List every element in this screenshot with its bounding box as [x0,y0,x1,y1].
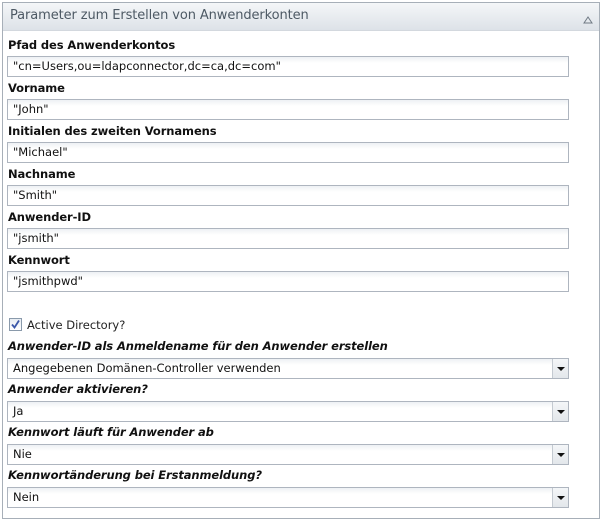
label-user-id-as-login: Anwender-ID als Anmeldename für den Anwender erstellen [8,339,388,353]
label-middle-initials: Initialen des zweiten Vornamens [8,124,217,138]
label-last-name: Nachname [8,167,76,181]
label-user-account-path: Pfad des Anwenderkontos [8,38,176,52]
first-name-input[interactable]: "John" [7,99,569,120]
panel-header[interactable] [3,3,599,31]
chevron-down-icon [557,496,565,500]
dropdown-button[interactable] [552,488,568,507]
chevron-down-icon [557,453,565,457]
collapse-triangle-up-icon[interactable] [583,10,593,20]
chevron-down-icon [557,367,565,371]
password-input[interactable]: "jsmithpwd" [7,271,569,292]
user-id-as-login-select[interactable] [7,358,569,379]
select-value: Nie [13,447,32,461]
label-change-password-first-login: Kennwortänderung bei Erstanmeldung? [8,468,262,482]
select-value: Nein [13,490,40,504]
change-password-first-login-select[interactable] [7,487,569,508]
user-id-input[interactable]: "jsmith" [7,228,569,249]
select-value: Ja [13,404,24,418]
checkmark-icon [10,319,21,330]
dropdown-button[interactable] [552,402,568,421]
dropdown-button[interactable] [552,359,568,378]
label-password: Kennwort [8,253,70,267]
middle-initials-input[interactable]: "Michael" [7,142,569,163]
select-value: Angegebenen Domänen-Controller verwenden [13,361,281,375]
chevron-down-icon [557,410,565,414]
label-password-expires: Kennwort läuft für Anwender ab [8,425,214,439]
activate-user-select[interactable] [7,401,569,422]
label-user-id: Anwender-ID [8,210,91,224]
label-activate-user: Anwender aktivieren? [8,382,148,396]
create-user-accounts-panel [2,2,600,519]
panel-title: Parameter zum Erstellen von Anwenderkonten [10,8,309,23]
password-expires-select[interactable] [7,444,569,465]
last-name-input[interactable]: "Smith" [7,185,569,206]
active-directory-checkbox[interactable] [9,318,22,331]
dropdown-button[interactable] [552,445,568,464]
user-account-path-input[interactable]: "cn=Users,ou=ldapconnector,dc=ca,dc=com" [7,56,569,77]
label-first-name: Vorname [8,81,65,95]
active-directory-label[interactable]: Active Directory? [27,318,126,332]
